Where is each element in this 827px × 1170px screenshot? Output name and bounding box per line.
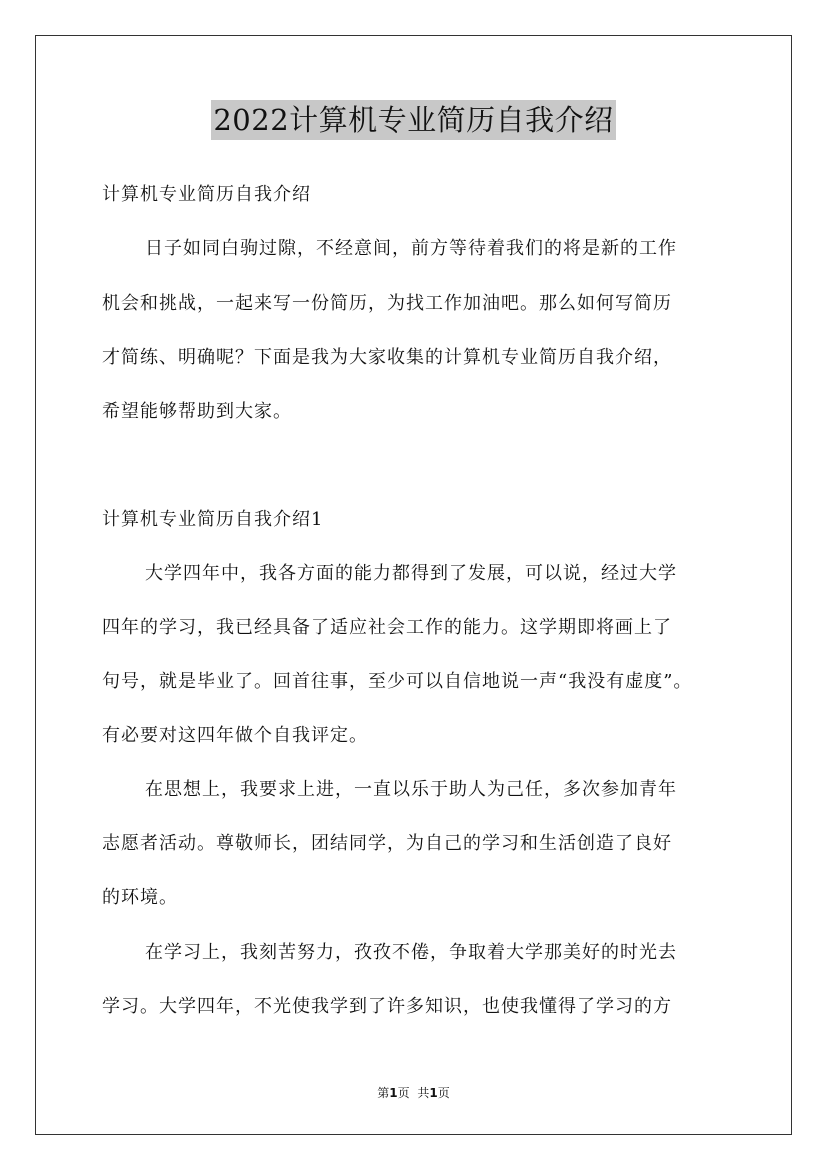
- intro-line-1: 日子如同白驹过隙，不经意间，前方等待着我们的将是新的工作: [145, 238, 677, 259]
- page-footer: [0, 1085, 827, 1101]
- footer-total-prefix: 共: [417, 1086, 430, 1100]
- para1-line-2: 四年的学习，我已经具备了适应社会工作的能力。这学期即将画上了: [102, 617, 672, 638]
- para1-line-4: 有必要对这四年做个自我评定。: [102, 725, 368, 746]
- document-title: 2022计算机专业简历自我介绍: [211, 100, 615, 140]
- section-heading: 计算机专业简历自我介绍1: [102, 509, 324, 530]
- title-container: [0, 100, 827, 140]
- footer-page-prefix: 第: [377, 1086, 390, 1100]
- para3-line-2: 学习。大学四年，不光使我学到了许多知识，也使我懂得了学习的方: [102, 996, 672, 1017]
- para3-line-1: 在学习上，我刻苦努力，孜孜不倦，争取着大学那美好的时光去: [145, 942, 677, 963]
- para2-line-3: 的环境。: [102, 887, 178, 908]
- intro-line-4: 希望能够帮助到大家。: [102, 401, 292, 422]
- para2-line-2: 志愿者活动。尊敬师长，团结同学，为自己的学习和生活创造了良好: [102, 833, 672, 854]
- footer-page-unit: 页: [397, 1086, 410, 1100]
- para1-line-1: 大学四年中，我各方面的能力都得到了发展，可以说，经过大学: [145, 563, 677, 584]
- para2-line-1: 在思想上，我要求上进，一直以乐于助人为己任，多次参加青年: [145, 779, 677, 800]
- document-subtitle: 计算机专业简历自我介绍: [102, 184, 311, 205]
- footer-page-number: 1: [389, 1086, 398, 1100]
- footer-total-unit: 页: [437, 1086, 450, 1100]
- footer-total-number: 1: [429, 1086, 438, 1100]
- para1-line-3: 句号，就是毕业了。回首往事，至少可以自信地说一声“我没有虚度”。: [102, 671, 693, 692]
- intro-line-3: 才简练、明确呢？下面是我为大家收集的计算机专业简历自我介绍，: [102, 347, 672, 368]
- intro-line-2: 机会和挑战，一起来写一份简历，为找工作加油吧。那么如何写简历: [102, 293, 672, 314]
